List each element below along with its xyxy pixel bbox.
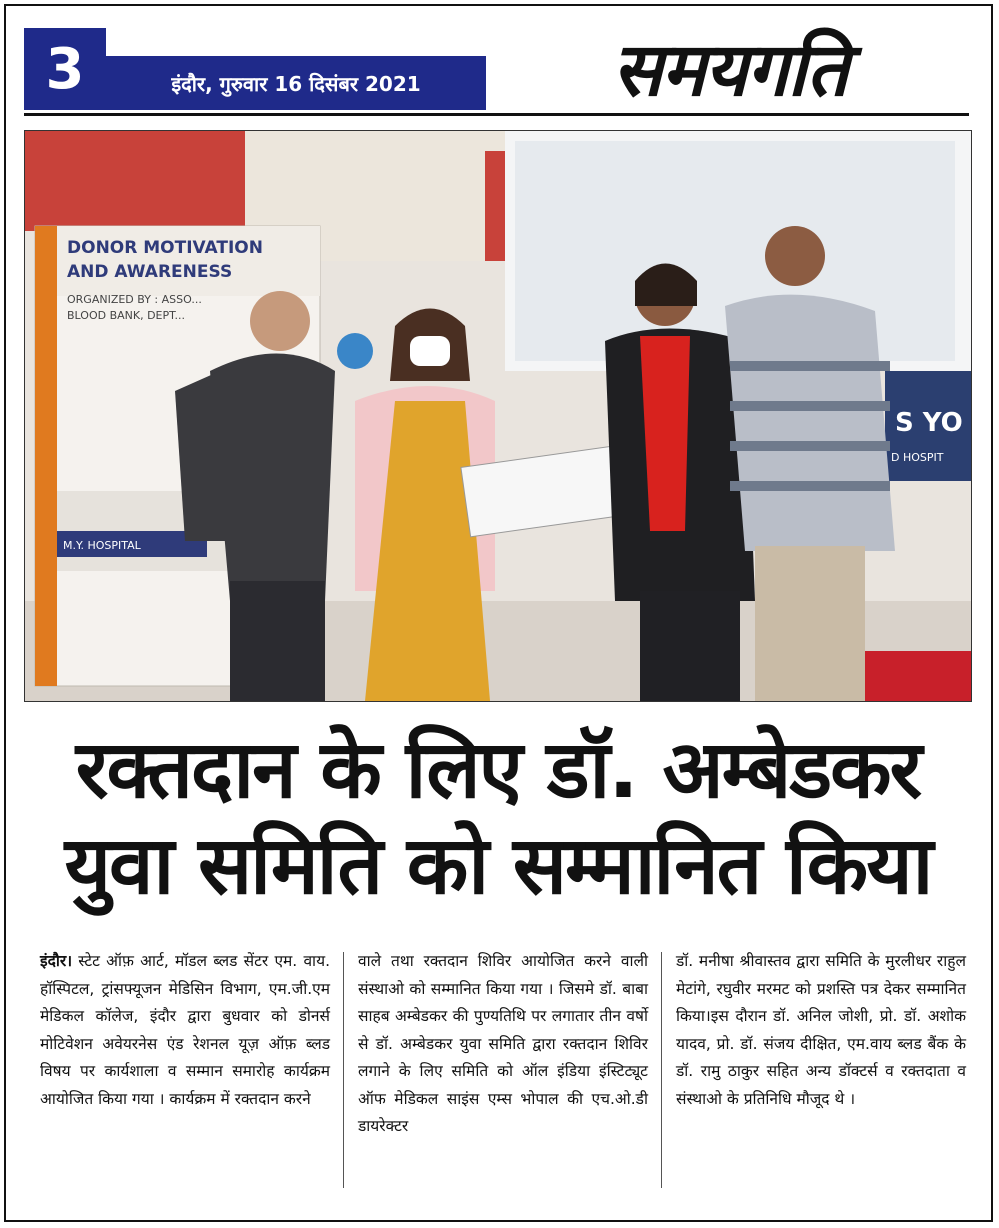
article-column-1 — [40, 948, 330, 1198]
banner-line-3: ORGANIZED BY : ASSO... — [67, 293, 202, 306]
photo-illustration — [25, 131, 971, 701]
screen-banner-subtext: D HOSPIT — [891, 451, 944, 464]
headline-line-1: रक्तदान के लिए डॉ. अम्बेडकर — [75, 723, 921, 816]
masthead-rule — [24, 113, 969, 116]
banner-line-1: DONOR MOTIVATION — [67, 238, 263, 258]
headline-line-2: युवा समिति को सम्मानित किया — [64, 819, 932, 912]
article-body — [40, 948, 970, 1198]
article-column-3: डॉ. मनीषा श्रीवास्तव द्वारा समिति के मुरलीधर राहुल मेटांगे, रघुवीर मरमट को प्रशस्ति पत्र देकर सम्मानित किया।इस दौरान डॉ. अनिल जोशी, प्रो. डॉ. अशोक यादव, प्रो. डॉ. संजय दीक्षित, एम.वाय ब्लड बैंक के डॉ. रामु ठाकुर सहित अन्य डॉक्टर्स व रक्तदाता व संस्थाओ के प्रतिनिधि मौजूद थे । — [676, 952, 966, 1108]
banner-bottom-text: M.Y. HOSPITAL — [63, 539, 141, 552]
article-lead: इंदौर। — [40, 952, 73, 970]
screen-banner-text: S YO — [895, 408, 963, 438]
column-divider — [661, 952, 662, 1188]
dateline: इंदौर, गुरुवार 16 दिसंबर 2021 — [106, 56, 486, 110]
banner-line-2: AND AWARENESS — [67, 262, 233, 282]
column-divider — [343, 952, 344, 1188]
article-column-2: वाले तथा रक्तदान शिविर आयोजित करने वाली संस्थाओ को सम्मानित किया गया । जिसमे डॉ. बाबा साहब अम्बेडकर की पुण्यतिथि पर लगातार तीन वर्षो से डॉ. अम्बेडकर युवा समिति द्वारा रक्तदान शिविर लगाने के लिए समिति को ऑल इंडिया इंस्टिट्यूट ऑफ मेडिकल साइंस एम्स भोपाल की एच.ओ.डी डायरेक्टर — [358, 952, 648, 1135]
article-column-1-text: स्टेट ऑफ़ आर्ट, मॉडल ब्लड सेंटर एम. वाय. हॉस्पिटल, ट्रांसफ्यूजन मेडिसिन विभाग, एम.जी.एम मेडिकल कॉलेज, इंदौर द्वारा बुधवार को डोनर्स मोटिवेशन अवेयरनेस एंड रेशनल यूज़ ऑफ़ ब्लड विषय पर कार्यशाला व सम्मान समारोह कार्यक्रम आयोजित किया गया । कार्यक्रम में रक्तदान करने — [40, 952, 330, 1108]
masthead-logo: समयगति — [612, 27, 848, 113]
page-number: 3 — [24, 28, 106, 110]
banner-line-4: BLOOD BANK, DEPT... — [67, 309, 186, 322]
news-photo — [24, 130, 972, 702]
headline — [24, 722, 972, 914]
